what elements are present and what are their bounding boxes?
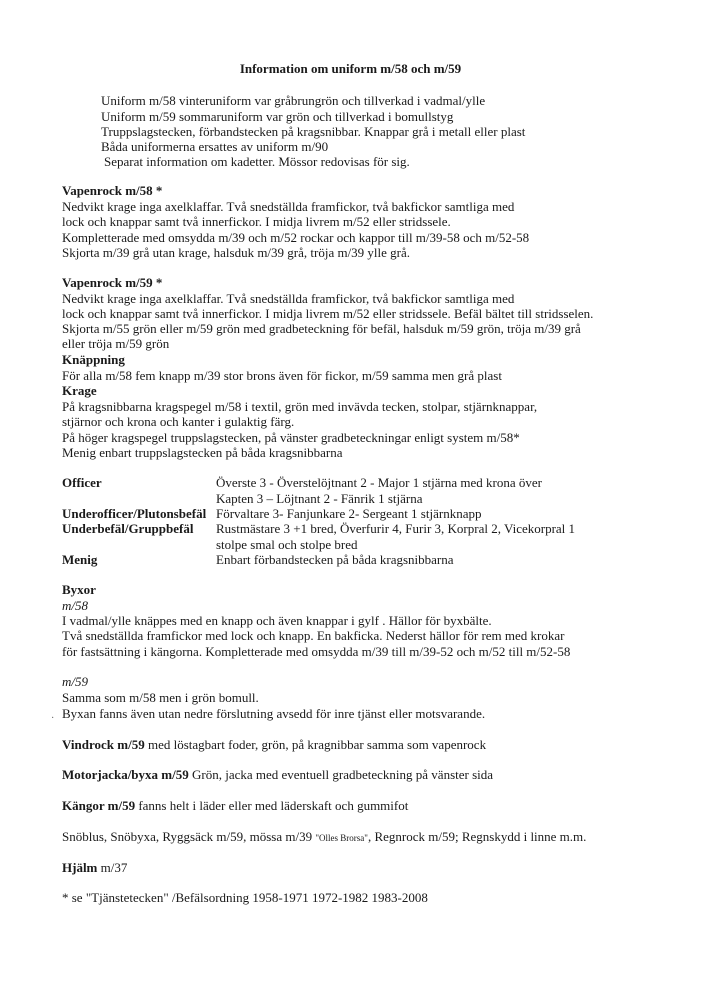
vindrock-heading: Vindrock m/59 [62, 737, 145, 752]
intro-line: Uniform m/59 sommaruniform var grön och tillverkad i bomullstyg [101, 109, 454, 124]
byxor-m59-line: Byxan fanns även utan nedre förslutning avsedd för inre tjänst eller motsvarande. [62, 706, 486, 721]
kangor-line [62, 799, 408, 812]
knappning-heading: Knäppning [62, 352, 125, 367]
rank-label-officer: Officer [62, 475, 102, 490]
byxor-heading: Byxor [62, 582, 96, 597]
hjalm-line [62, 861, 127, 874]
rank-officer-line: Överste 3 - Överstelöjtnant 2 - Major 1 stjärna med krona över [216, 475, 542, 490]
rank-underofficer-text: Förvaltare 3- Fanjunkare 2- Sergeant 1 stjärnknapp [216, 506, 482, 521]
intro-line: Uniform m/58 vinteruniform var gråbrungrön och tillverkad i vadmal/ylle [101, 93, 486, 108]
krage-line: stjärnor och krona och kanter i gulaktig färg. [62, 414, 295, 429]
vapenrock59-line: Skjorta m/55 grön eller m/59 grön med gradbeteckning för befäl, halsduk m/59 grön, tröja m/39 grå [62, 321, 581, 336]
byxor-m58-line: I vadmal/ylle knäppes med en knapp och även knappar i gylf . Hällor för byxbälte. [62, 613, 492, 628]
motorjacka-text: Grön, jacka med eventuell gradbeteckning på vänster sida [188, 767, 494, 782]
misc-text: Snöblus, Snöbyxa, Ryggsäck m/59, mössa m/39 [62, 829, 316, 844]
byxor-m58-line: Två snedställda framfickor med lock och knapp. En bakficka. Nederst hällor för rem med krokar [62, 628, 565, 643]
vindrock-line [62, 738, 486, 751]
motorjacka-heading: Motorjacka/byxa m/59 [62, 767, 189, 782]
byxor-m58-line: för fastsättning i kängorna. Kompletterade med omsydda m/39 till m/39-52 och m/52 till m/52-58 [62, 644, 571, 659]
rank-label-underbefal: Underbefäl/Gruppbefäl [62, 521, 194, 536]
vapenrock58-heading: Vapenrock m/58 * [62, 183, 163, 198]
vapenrock58-line: Nedvikt krage inga axelklaffar. Två snedställda framfickor, två bakfickor samtliga med [62, 199, 515, 214]
krage-line: På höger kragspegel truppslagstecken, på vänster gradbeteckningar enligt system m/58* [62, 430, 520, 445]
hjalm-text: m/37 [97, 860, 128, 875]
motorjacka-line [62, 768, 493, 781]
rank-underbefal-line: Rustmästare 3 +1 bred, Överfurir 4, Furir 3, Korpral 2, Vicekorpral 1 [216, 521, 576, 536]
rank-label-underofficer: Underofficer/Plutonsbefäl [62, 506, 207, 521]
intro-line: Truppslagstecken, förbandstecken på kragsnibbar. Knappar grå i metall eller plast [101, 124, 526, 139]
kangor-heading: Kängor m/59 [62, 798, 136, 813]
misc-small-text: "Olles Brorsa" [315, 833, 368, 843]
vapenrock58-line: Kompletterade med omsydda m/39 och m/52 rockar och kappor till m/39-58 och m/52-58 [62, 230, 530, 245]
intro-line: Separat information om kadetter. Mössor redovisas för sig. [104, 154, 410, 169]
vapenrock59-line: eller tröja m/59 grön [62, 336, 170, 351]
misc-text-end: , Regnrock m/59; Regnskydd i linne m.m. [367, 829, 587, 844]
hjalm-heading: Hjälm [62, 860, 98, 875]
vapenrock59-line: lock och knappar samt två innerfickor. I midja livrem m/52 eller stridssele. Befäl bältet till stridsselen. [62, 306, 594, 321]
page-title: Information om uniform m/58 och m/59 [239, 61, 462, 76]
krage-line: Menig enbart truppslagstecken på båda kragsnibbarna [62, 445, 343, 460]
byxor-m58-label: m/58 [62, 598, 88, 613]
vapenrock59-heading: Vapenrock m/59 * [62, 275, 163, 290]
scan-speck: · [51, 713, 55, 724]
vapenrock58-line: Skjorta m/39 grå utan krage, halsduk m/39 grå, tröja m/39 ylle grå. [62, 245, 411, 260]
vindrock-text: med löstagbart foder, grön, på kragnibbar samma som vapenrock [144, 737, 487, 752]
footnote: * se "Tjänstetecken" /Befälsordning 1958-1971 1972-1982 1983-2008 [62, 890, 428, 905]
byxor-m59-line: Samma som m/58 men i grön bomull. [62, 690, 259, 705]
rank-underbefal-line: stolpe smal och stolpe bred [216, 537, 358, 552]
rank-officer-line: Kapten 3 – Löjtnant 2 - Fänrik 1 stjärna [216, 491, 423, 506]
rank-label-menig: Menig [62, 552, 98, 567]
rank-menig-text: Enbart förbandstecken på båda kragsnibbarna [216, 552, 454, 567]
krage-heading: Krage [62, 383, 97, 398]
vapenrock58-line: lock och knappar samt två innerfickor. I midja livrem m/52 eller stridssele. [62, 214, 451, 229]
kangor-text: fanns helt i läder eller med läderskaft och gummifot [135, 798, 409, 813]
byxor-m59-label: m/59 [62, 674, 88, 689]
intro-line: Båda uniformerna ersattes av uniform m/90 [101, 139, 329, 154]
krage-line: På kragsnibbarna kragspegel m/58 i textil, grön med invävda tecken, stolpar, stjärnknappar, [62, 399, 538, 414]
vapenrock59-line: Nedvikt krage inga axelklaffar. Två snedställda framfickor, två bakfickor samtliga med [62, 291, 515, 306]
knappning-text: För alla m/58 fem knapp m/39 stor brons även för fickor, m/59 samma men grå plast [62, 368, 502, 383]
misc-line [62, 830, 586, 843]
